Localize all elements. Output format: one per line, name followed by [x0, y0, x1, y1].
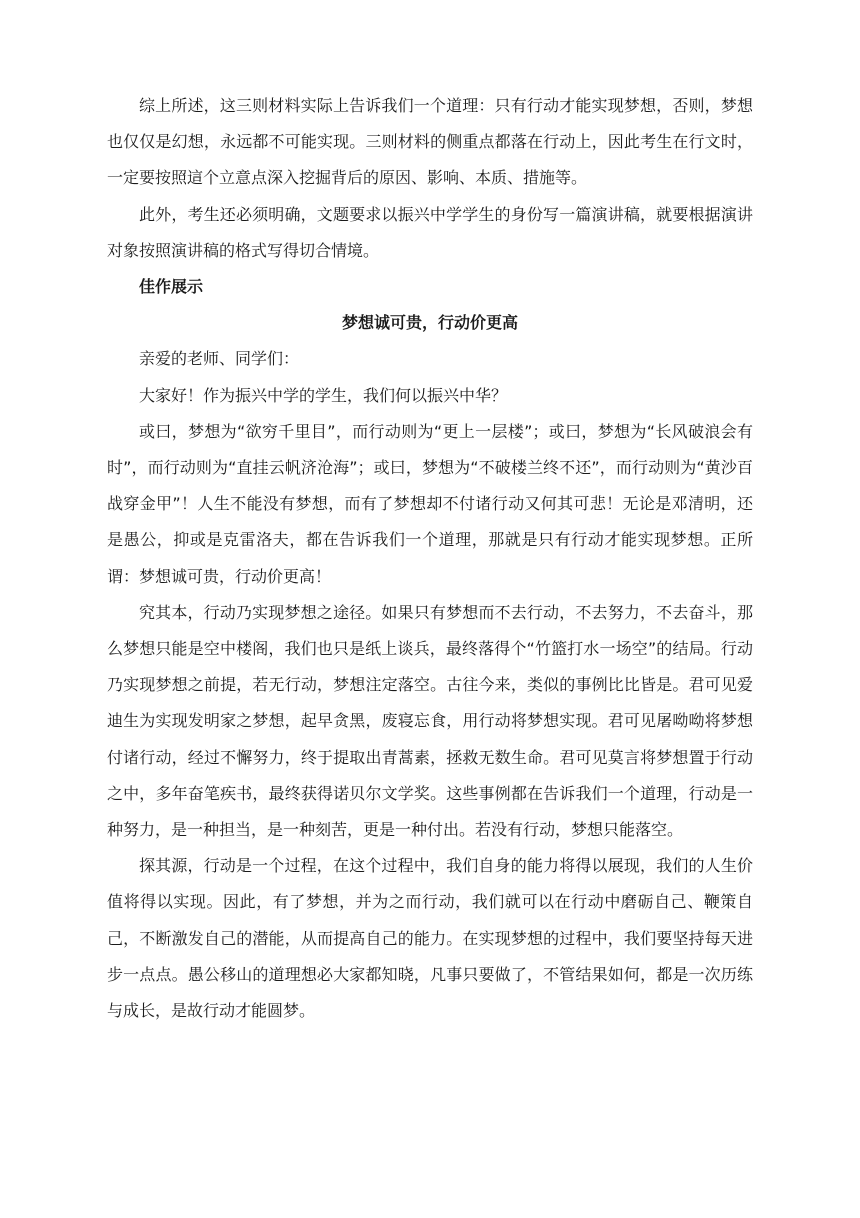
- summary-paragraph: 综上所述，这三则材料实际上告诉我们一个道理：只有行动才能实现梦想，否则，梦想也仅仅是幻想，永远都不可能实现。三则材料的侧重点都落在行动上，因此考生在行文时，一定要按照這个立意点深入挖掘背后的原因、影响、本质、措施等。: [107, 96, 753, 188]
- section-heading: 佳作展示: [139, 277, 204, 297]
- essay-paragraph-path: 究其本，行动乃实现梦想之途径。如果只有梦想而不去行动，不去努力，不去奋斗，那么梦想只能是空中楼阁，我们也只是纸上谈兵，最终落得个“竹篮打水一场空”的结局。行动乃实现梦想之前提，若无行动，梦想注定落空。古往今来，类似的事例比比皆是。君可见爱迪生为实现发明家之梦想，起早贪黑，废寝忘食，用行动将梦想实现。君可见屠呦呦将梦想付诸行动，经过不懈努力，终于提取出青蒿素，拯救无数生命。君可见莫言将梦想置于行动之中，多年奋笔疾书，最终获得诺贝尔文学奖。这些事例都在告诉我们一个道理，行动是一种努力，是一种担当，是一种刻苦，更是一种付出。若没有行动，梦想只能落空。: [107, 602, 753, 840]
- essay-paragraph-greeting: 大家好！作为振兴中学的学生，我们何以振兴中华？: [139, 385, 508, 405]
- essay-paragraph-process: 探其源，行动是一个过程，在这个过程中，我们自身的能力将得以展现，我们的人生价值将得以实现。因此，有了梦想，并为之而行动，我们就可以在行动中磨砺自己、鞭策自己，不断激发自己的潜能，从而提高自己的能力。在实现梦想的过程中，我们要坚持每天进步一点点。愚公移山的道理想必大家都知晓，凡事只要做了，不管结果如何，都是一次历练与成长，是故行动才能圆梦。: [107, 856, 753, 1021]
- essay-title: 梦想诚可贵，行动价更高: [341, 313, 518, 333]
- requirement-paragraph: 此外，考生还必须明确，文题要求以振兴中学学生的身份写一篇演讲稿，就要根据演讲对象按照演讲稿的格式写得切合情境。: [107, 204, 753, 260]
- essay-salutation: 亲爱的老师、同学们：: [139, 349, 300, 369]
- essay-paragraph-opening: 或曰，梦想为“欲穷千里目”，而行动则为“更上一层楼”；或曰，梦想为“长风破浪会有时”，而行动则为“直挂云帆济沧海”；或曰，梦想为“不破楼兰终不还”，而行动则为“黄沙百战穿金甲”！人生不能没有梦想，而有了梦想却不付诸行动又何其可悲！无论是邓清明，还是愚公，抑或是克雷洛夫，都在告诉我们一个道理，那就是只有行动才能实现梦想。正所谓：梦想诚可贵，行动价更高！: [107, 421, 753, 586]
- document-page: [107, 88, 753, 1029]
